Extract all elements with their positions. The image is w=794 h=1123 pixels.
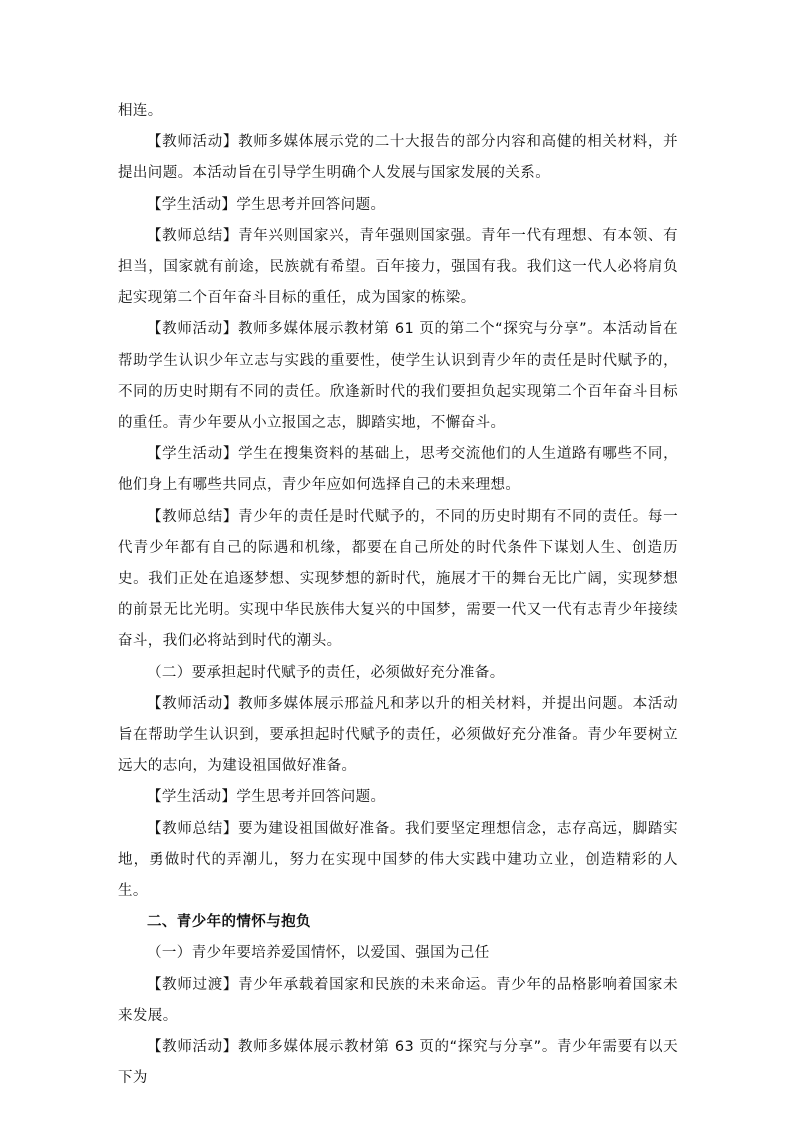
section-heading: 二、青少年的情怀与抱负 (147, 914, 311, 931)
paragraph-10: 【学生活动】学生思考并回答问题。 (147, 789, 386, 806)
paragraph-2: 【教师活动】教师多媒体展示党的二十大报告的部分内容和高健的相关材料，并提出问题。本活动旨在引导学生明确个人发展与国家发展的关系。 (118, 134, 678, 182)
paragraph-7: 【教师总结】青少年的责任是时代赋予的，不同的历史时期有不同的责任。每一代青少年都有自己的际遇和机缘，都要在自己所处的时代条件下谋划人生、创造历史。我们正处在追逐梦想、实现梦想的新时代，施展才干的舞台无比广阔，实现梦想的前景无比光明。实现中华民族伟大复兴的中国梦，需要一代又一代有志青少年接续奋斗，我们必将站到时代的潮头。 (118, 508, 678, 650)
document-page (118, 96, 678, 1095)
paragraph-1: 相连。 (118, 103, 163, 119)
paragraph-14: 【教师过渡】青少年承载着国家和民族的未来命运。青少年的品格影响着国家未来发展。 (118, 976, 678, 1024)
paragraph-15: 【教师活动】教师多媒体展示教材第 63 页的“探究与分享”。青少年需要有以天下为 (118, 1039, 678, 1087)
paragraph-5: 【教师活动】教师多媒体展示教材第 61 页的第二个“探究与分享”。本活动旨在帮助学生认识少年立志与实践的重要性，使学生认识到青少年的责任是时代赋予的，不同的历史时期有不同的责任。欣逢新时代的我们要担负起实现第二个百年奋斗目标的重任。青少年要从小立报国之志，脚踏实地，不懈奋斗。 (118, 321, 678, 432)
subsection-heading: （一）青少年要培养爱国情怀，以爱国、强国为己任 (147, 945, 490, 962)
paragraph-8: （二）要承担起时代赋予的责任，必须做好充分准备。 (147, 664, 505, 681)
paragraph-3: 【学生活动】学生思考并回答问题。 (147, 196, 386, 213)
paragraph-4: 【教师总结】青年兴则国家兴，青年强则国家强。青年一代有理想、有本领、有担当，国家就有前途，民族就有希望。百年接力，强国有我。我们这一代人必将肩负起实现第二个百年奋斗目标的重任，成为国家的栋梁。 (118, 227, 678, 307)
paragraph-11: 【教师总结】要为建设祖国做好准备。我们要坚定理想信念，志存高远，脚踏实地，勇做时代的弄潮儿，努力在实现中国梦的伟大实践中建功立业，创造精彩的人生。 (118, 820, 678, 900)
paragraph-6: 【学生活动】学生在搜集资料的基础上，思考交流他们的人生道路有哪些不同，他们身上有哪些共同点，青少年应如何选择自己的未来理想。 (118, 446, 678, 494)
paragraph-9: 【教师活动】教师多媒体展示邢益凡和茅以升的相关材料，并提出问题。本活动旨在帮助学生认识到，要承担起时代赋予的责任，必须做好充分准备。青少年要树立远大的志向，为建设祖国做好准备。 (118, 695, 678, 775)
